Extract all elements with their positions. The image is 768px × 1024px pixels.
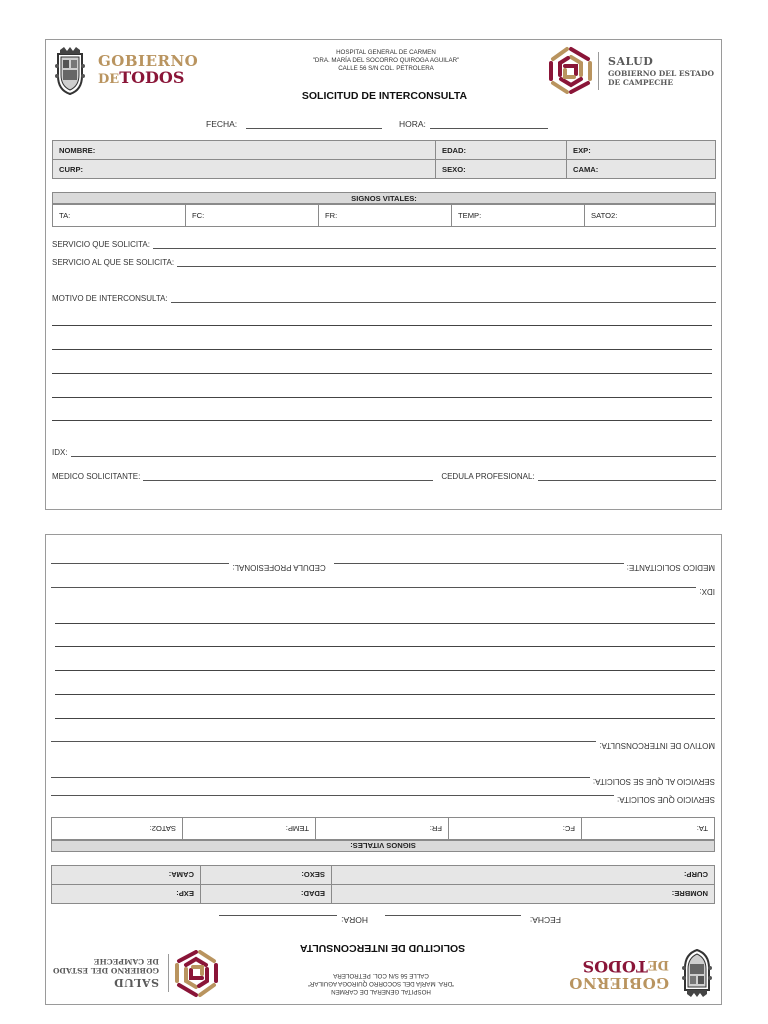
sexo-cell[interactable]: SEXO: [436,160,567,179]
interconsulta-form-sheet-inverted [45,534,722,1005]
servicio-solicita-label: SERVICIO QUE SOLICITA: [52,240,150,249]
de-campeche-text: DE CAMPECHE [93,957,159,967]
hospital-street: CALLE 56 S/N COL. PETROLERA [338,65,434,72]
medico-label: MEDICO SOLICITANTE: [626,563,715,572]
fecha-input-line[interactable] [246,119,382,129]
form-title: SOLICITUD DE INTERCONSULTA [299,942,466,954]
motivo-line[interactable] [171,294,716,303]
de-text: DE [647,957,669,972]
motivo-writing-line[interactable] [55,718,715,719]
motivo-label: MOTIVO DE INTERCONSULTA: [52,294,168,303]
servicio-al-que-label: SERVICIO AL QUE SE SOLICITA: [592,777,715,786]
fr-cell[interactable]: FR: [316,818,449,840]
cedula-label: CEDULA PROFESIONAL: [441,472,535,481]
patient-info-table [51,865,715,904]
fc-cell[interactable]: FC: [449,818,582,840]
motivo-label: MOTIVO DE INTERCONSULTA: [599,741,715,750]
hospital-address [221,971,541,995]
salud-hexagon-emblem-icon [548,46,594,94]
servicio-al-que-line[interactable] [51,777,590,786]
servicio-solicita-field[interactable] [51,795,715,804]
salud-wordmark [608,56,714,86]
cama-cell[interactable]: CAMA: [567,160,716,179]
exp-cell[interactable]: EXP: [567,141,716,160]
medico-cedula-row [51,563,715,572]
coat-of-arms-icon [681,948,713,998]
servicio-al-que-line[interactable] [177,258,716,267]
signos-vitales-header: SIGNOS VITALES: [52,192,716,204]
medico-label: MEDICO SOLICITANTE: [52,472,141,481]
interconsulta-form-sheet [45,39,722,510]
fecha-label: FECHA: [206,119,238,129]
temp-cell[interactable]: TEMP: [183,818,316,840]
cama-cell[interactable]: CAMA: [52,866,201,885]
hospital-subtitle: "DRA. MARÍA DEL SOCORRO QUIROGA AGUILAR" [312,57,460,64]
fecha-field[interactable] [385,915,561,925]
hospital-subtitle: "DRA. MARÍA DEL SOCORRO QUIROGA AGUILAR" [307,980,455,987]
idx-label: IDX: [52,448,68,457]
salud-wordmark [53,958,159,988]
sato2-cell[interactable]: SATO2: [52,818,183,840]
hospital-name: HOSPITAL GENERAL DE CARMEN [331,988,431,995]
hora-field[interactable] [399,119,548,129]
edad-cell[interactable]: EDAD: [201,885,332,904]
hora-input-line[interactable] [219,915,337,925]
table-row [52,885,715,904]
de-campeche-text: DE CAMPECHE [608,77,674,87]
motivo-writing-line[interactable] [55,646,715,647]
ta-cell[interactable]: TA: [582,818,715,840]
patient-info-table [52,140,716,179]
motivo-writing-line[interactable] [52,420,712,421]
hora-label: HORA: [399,119,426,129]
form-title: SOLICITUD DE INTERCONSULTA [301,90,468,102]
ta-cell[interactable]: TA: [53,205,186,227]
hospital-street: CALLE 56 S/N COL. PETROLERA [333,972,429,979]
motivo-field[interactable] [51,741,715,750]
sexo-cell[interactable]: SEXO: [201,866,332,885]
motivo-writing-line[interactable] [55,694,715,695]
gobierno-del-estado-text: GOBIERNO DEL ESTADO [608,69,714,78]
hora-input-line[interactable] [430,119,548,129]
hora-field[interactable] [219,915,368,925]
medico-line[interactable] [143,472,433,481]
idx-field[interactable] [51,587,715,596]
idx-line[interactable] [51,587,696,596]
motivo-writing-line[interactable] [52,349,712,350]
nombre-cell[interactable]: NOMBRE: [53,141,436,160]
table-row [53,141,716,160]
motivo-line[interactable] [51,741,596,750]
de-text: DE [98,72,120,87]
cedula-label: CEDULA PROFESIONAL: [232,563,326,572]
motivo-writing-line[interactable] [52,397,712,398]
hora-label: HORA: [341,915,368,925]
fc-cell[interactable]: FC: [186,205,319,227]
nombre-cell[interactable]: NOMBRE: [332,885,715,904]
temp-cell[interactable]: TEMP: [452,205,585,227]
idx-field[interactable] [52,448,716,457]
servicio-solicita-line[interactable] [153,240,716,249]
exp-cell[interactable]: EXP: [52,885,201,904]
gobierno-del-estado-text: GOBIERNO DEL ESTADO [53,966,159,975]
table-row [52,866,715,885]
servicio-solicita-line[interactable] [51,795,614,804]
coat-of-arms-icon [54,46,86,96]
cedula-line[interactable] [51,563,229,572]
idx-line[interactable] [71,448,716,457]
vital-signs-table [52,204,716,227]
gobierno-text: GOBIERNO [568,974,669,992]
servicio-al-que-label: SERVICIO AL QUE SE SOLICITA: [52,258,175,267]
edad-cell[interactable]: EDAD: [436,141,567,160]
fecha-label: FECHA: [529,915,561,925]
servicio-al-que-field[interactable] [52,258,716,267]
table-row [53,205,716,227]
logo-divider [598,52,599,90]
signos-vitales-header: SIGNOS VITALES: [51,840,715,852]
todos-text: TODOS [582,957,648,976]
hospital-name: HOSPITAL GENERAL DE CARMEN [336,49,436,56]
todos-text: TODOS [119,68,185,87]
curp-cell[interactable]: CURP: [53,160,436,179]
idx-label: IDX: [699,587,715,596]
medico-cedula-row [52,472,716,481]
salud-text: SALUD [608,55,654,68]
salud-text: SALUD [113,976,159,989]
hospital-address [226,49,546,73]
motivo-writing-line[interactable] [55,623,715,624]
salud-campeche-logo [46,946,221,1000]
gobierno-de-todos-wordmark [98,54,198,86]
sato2-cell[interactable]: SATO2: [585,205,716,227]
curp-cell[interactable]: CURP: [332,866,715,885]
vital-signs-table [51,817,715,840]
table-row [53,160,716,179]
table-row [52,818,715,840]
motivo-writing-line[interactable] [52,325,712,326]
fecha-field[interactable] [206,119,382,129]
cedula-line[interactable] [538,472,716,481]
motivo-writing-line[interactable] [55,670,715,671]
motivo-writing-line[interactable] [52,373,712,374]
medico-line[interactable] [334,563,624,572]
fecha-input-line[interactable] [385,915,521,925]
salud-hexagon-emblem-icon [173,950,219,998]
fr-cell[interactable]: FR: [319,205,452,227]
servicio-al-que-field[interactable] [51,777,715,786]
gobierno-de-todos-wordmark [569,958,669,990]
gobierno-text: GOBIERNO [98,52,199,70]
servicio-solicita-label: SERVICIO QUE SOLICITA: [617,795,715,804]
logo-divider [168,954,169,992]
servicio-solicita-field[interactable] [52,240,716,249]
motivo-field[interactable] [52,294,716,303]
